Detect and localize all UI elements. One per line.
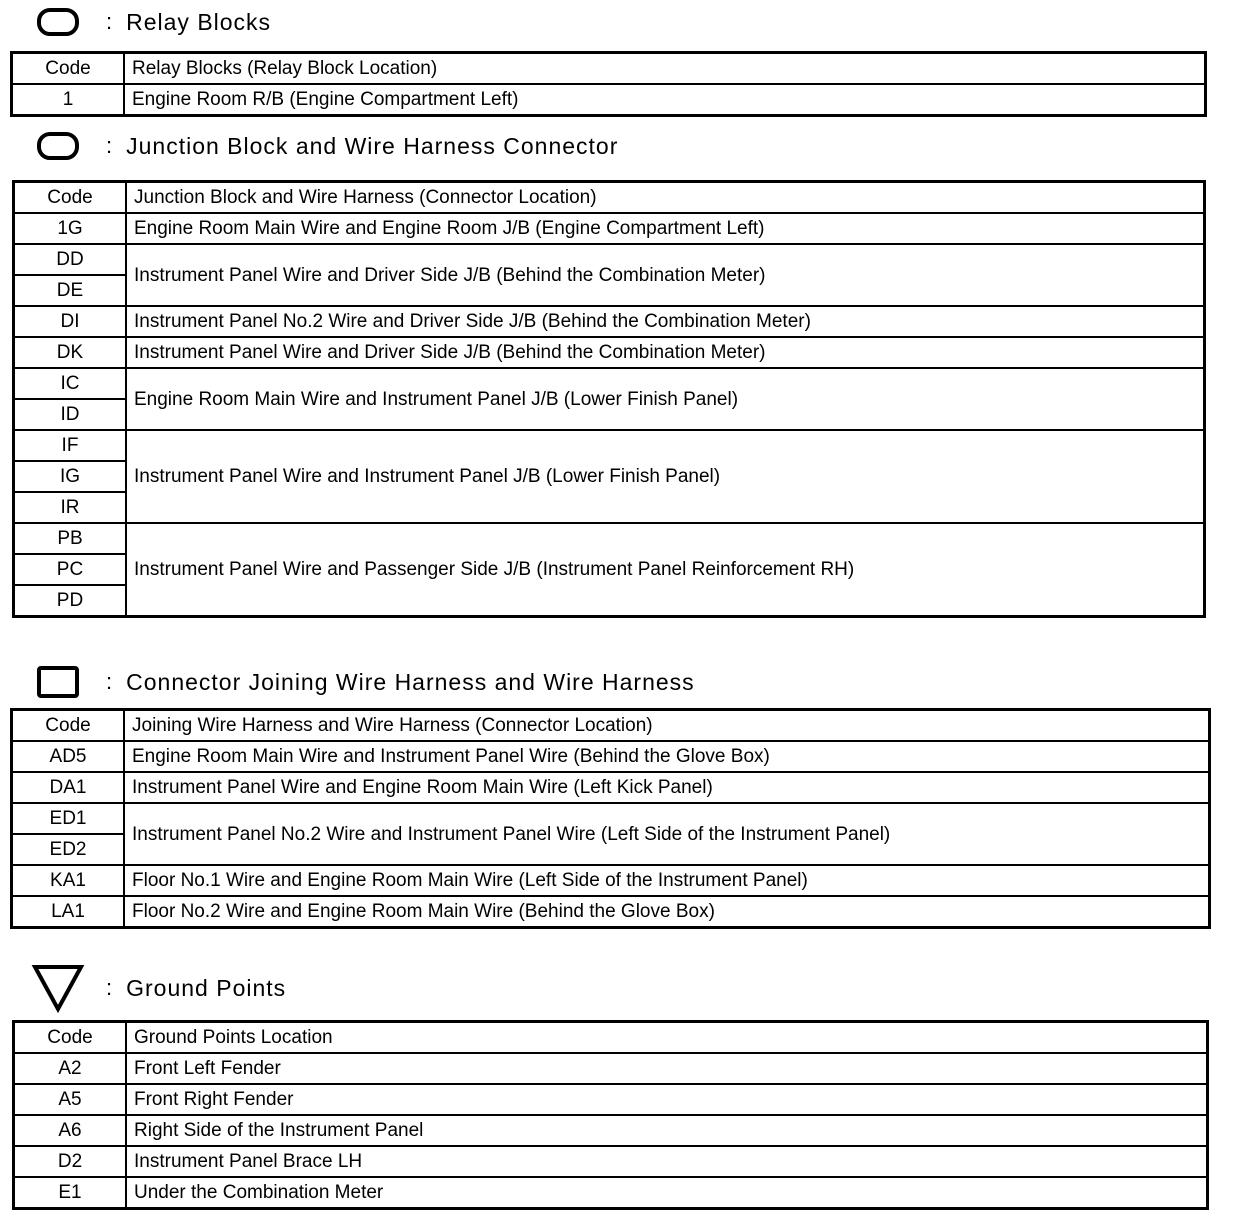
code-cell: A6: [14, 1115, 127, 1146]
location-cell: Floor No.2 Wire and Engine Room Main Wire (Behind the Glove Box): [124, 896, 1210, 928]
code-cell: AD5: [12, 741, 125, 772]
code-header: Code: [14, 182, 127, 214]
table-row: [12, 803, 1210, 834]
table-row: [12, 772, 1210, 803]
table-row: [14, 1053, 1208, 1084]
location-cell: Engine Room Main Wire and Instrument Panel Wire (Behind the Glove Box): [124, 741, 1210, 772]
code-cell: PC: [14, 554, 127, 585]
location-cell: Instrument Panel Brace LH: [126, 1146, 1208, 1177]
location-cell: Engine Room Main Wire and Instrument Panel J/B (Lower Finish Panel): [126, 368, 1205, 430]
location-cell: Instrument Panel No.2 Wire and Driver Side J/B (Behind the Combination Meter): [126, 306, 1205, 337]
table-row: [14, 430, 1205, 461]
table-row: [14, 1115, 1208, 1146]
section-ground-points-heading: : Ground Points: [30, 962, 286, 1014]
section-title: Ground Points: [126, 974, 287, 1001]
code-cell: DA1: [12, 772, 125, 803]
location-cell: Instrument Panel No.2 Wire and Instrument Panel Wire (Left Side of the Instrument Panel): [124, 803, 1210, 865]
location-cell: Instrument Panel Wire and Driver Side J/B (Behind the Combination Meter): [126, 244, 1205, 306]
location-cell: Instrument Panel Wire and Engine Room Main Wire (Left Kick Panel): [124, 772, 1210, 803]
ground-points-table: [12, 1020, 1209, 1210]
location-header: Ground Points Location: [126, 1022, 1208, 1054]
table-row: [14, 1084, 1208, 1115]
table-row: [12, 741, 1210, 772]
code-cell: DK: [14, 337, 127, 368]
code-header: Code: [12, 710, 125, 742]
location-cell: Under the Combination Meter: [126, 1177, 1208, 1209]
table-header-row: [14, 1022, 1208, 1054]
table-header-row: [12, 710, 1210, 742]
location-header: Relay Blocks (Relay Block Location): [124, 53, 1206, 85]
code-cell: ED1: [12, 803, 125, 834]
triangle-down-icon: [30, 962, 86, 1014]
code-cell: ED2: [12, 834, 125, 865]
code-cell: PD: [14, 585, 127, 617]
code-cell: IG: [14, 461, 127, 492]
code-cell: 1G: [14, 213, 127, 244]
code-cell: A2: [14, 1053, 127, 1084]
code-cell: IC: [14, 368, 127, 399]
table-row: [12, 896, 1210, 928]
section-title: Junction Block and Wire Harness Connector: [126, 132, 619, 159]
code-header: Code: [12, 53, 125, 85]
code-cell: A5: [14, 1084, 127, 1115]
table-row: [14, 1177, 1208, 1209]
code-cell: 1: [12, 84, 125, 116]
location-cell: Instrument Panel Wire and Passenger Side J/B (Instrument Panel Reinforcement RH): [126, 523, 1205, 617]
code-cell: D2: [14, 1146, 127, 1177]
section-connector-joining-heading: : Connector Joining Wire Harness and Wire Harness: [30, 660, 695, 704]
table-row: [14, 213, 1205, 244]
rounded-rect-icon: [30, 124, 86, 168]
table-row: [14, 523, 1205, 554]
table-row: [12, 84, 1206, 116]
table-row: [14, 244, 1205, 275]
junction-block-table: [12, 180, 1206, 618]
table-row: [14, 1146, 1208, 1177]
code-header: Code: [14, 1022, 127, 1054]
code-cell: LA1: [12, 896, 125, 928]
location-cell: Front Left Fender: [126, 1053, 1208, 1084]
section-relay-blocks-heading: : Relay Blocks: [30, 0, 271, 44]
table-row: [14, 337, 1205, 368]
code-cell: DE: [14, 275, 127, 306]
code-cell: ID: [14, 399, 127, 430]
section-title: Connector Joining Wire Harness and Wire Harness: [126, 668, 695, 695]
section-title: Relay Blocks: [126, 8, 272, 35]
table-header-row: [12, 53, 1206, 85]
code-cell: DI: [14, 306, 127, 337]
code-cell: IF: [14, 430, 127, 461]
location-header: Junction Block and Wire Harness (Connector Location): [126, 182, 1205, 214]
location-cell: Floor No.1 Wire and Engine Room Main Wire (Left Side of the Instrument Panel): [124, 865, 1210, 896]
table-row: [14, 306, 1205, 337]
code-cell: IR: [14, 492, 127, 523]
section-junction-block-heading: : Junction Block and Wire Harness Connector: [30, 124, 618, 168]
code-cell: PB: [14, 523, 127, 554]
location-cell: Right Side of the Instrument Panel: [126, 1115, 1208, 1146]
location-cell: Instrument Panel Wire and Instrument Panel J/B (Lower Finish Panel): [126, 430, 1205, 523]
relay-blocks-table: [10, 51, 1207, 117]
location-cell: Engine Room Main Wire and Engine Room J/B (Engine Compartment Left): [126, 213, 1205, 244]
rounded-rect-icon: [30, 0, 86, 44]
location-cell: Engine Room R/B (Engine Compartment Left): [124, 84, 1206, 116]
location-cell: Front Right Fender: [126, 1084, 1208, 1115]
table-row: [12, 865, 1210, 896]
code-cell: E1: [14, 1177, 127, 1209]
table-row: [14, 368, 1205, 399]
connector-joining-table: [10, 708, 1211, 929]
square-icon: [30, 660, 86, 704]
location-cell: Instrument Panel Wire and Driver Side J/B (Behind the Combination Meter): [126, 337, 1205, 368]
table-header-row: [14, 182, 1205, 214]
location-header: Joining Wire Harness and Wire Harness (Connector Location): [124, 710, 1210, 742]
code-cell: DD: [14, 244, 127, 275]
code-cell: KA1: [12, 865, 125, 896]
